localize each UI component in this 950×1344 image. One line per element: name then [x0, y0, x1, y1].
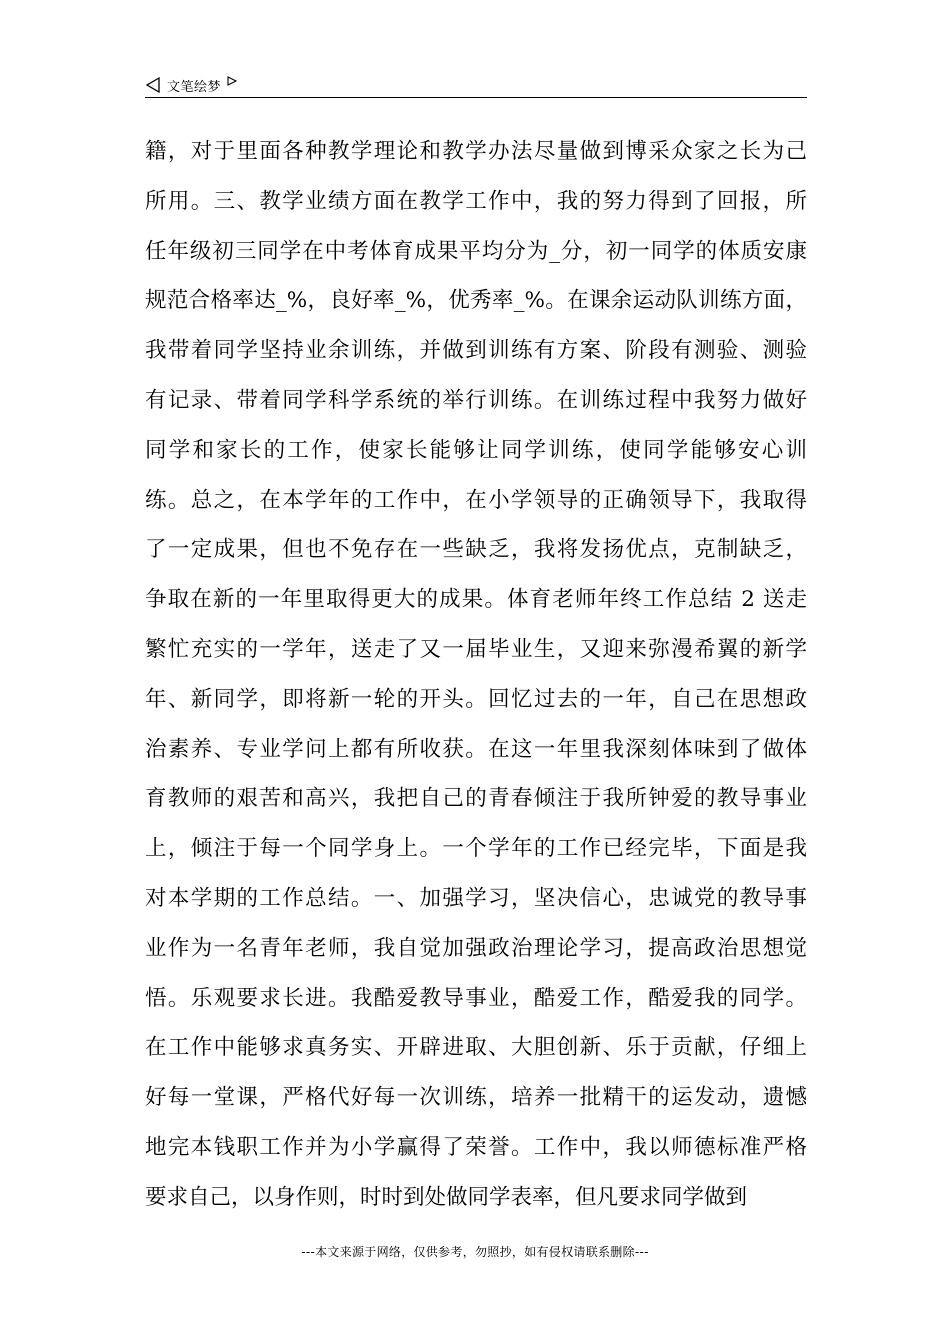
text-line: 同学和家长的工作，使家长能够让同学训练，使同学能够安心训 [145, 437, 807, 463]
text-line: 对本学期的工作总结。一、加强学习，坚决信心，忠诚党的教导事 [145, 885, 807, 911]
text-line: 地完本钱职工作并为小学赢得了荣誉。工作中，我以师德标准严格 [145, 1134, 807, 1160]
text-line: 争取在新的一年里取得更大的成果。体育老师年终工作总结 2 送走 [145, 587, 807, 613]
text-line: 治素养、专业学问上都有所收获。在这一年里我深刻体味到了做体 [145, 736, 807, 762]
text-line: 练。总之，在本学年的工作中，在小学领导的正确领导下，我取得 [145, 487, 807, 513]
text-line: 繁忙充实的一学年，送走了又一届毕业生，又迎来弥漫希翼的新学 [145, 636, 807, 662]
text-line: 了一定成果，但也不免存在一些缺乏，我将发扬优点，克制缺乏， [145, 537, 807, 563]
text-line: 规范合格率达_%，良好率_%，优秀率_%。在课余运动队训练方面， [145, 288, 807, 314]
text-line: 任年级初三同学在中考体育成果平均分为_分，初一同学的体质安康 [145, 238, 807, 264]
text-line: 业作为一名青年老师，我自觉加强政治理论学习，提高政治思想觉 [145, 935, 807, 961]
page-header [145, 72, 807, 98]
text-line: 有记录、带着同学科学系统的举行训练。在训练过程中我努力做好 [145, 387, 807, 413]
header-brand: 文笔绘梦 [167, 79, 222, 95]
text-line: 在工作中能够求真务实、开辟进取、大胆创新、乐于贡献，仔细上 [145, 1035, 807, 1061]
text-line: 我带着同学坚持业余训练，并做到训练有方案、阶段有测验、测验 [145, 338, 807, 364]
text-line: 所用。三、教学业绩方面在教学工作中，我的努力得到了回报，所 [145, 188, 807, 214]
text-line: 悟。乐观要求长进。我酷爱教导事业，酷爱工作，酷爱我的同学。 [145, 985, 807, 1011]
text-line: 要求自己，以身作则，时时到处做同学表率，但凡要求同学做到 [145, 1184, 748, 1210]
text-line: 上，倾注于每一个同学身上。一个学年的工作已经完毕，下面是我 [145, 836, 807, 862]
header-divider [145, 97, 807, 98]
text-line: 育教师的艰苦和高兴，我把自己的青春倾注于我所钟爱的教导事业 [145, 786, 807, 812]
document-body [145, 132, 807, 1228]
text-line: 好每一堂课，严格代好每一次训练，培养一批精干的运发动，遗憾 [145, 1085, 807, 1111]
text-line: 籍，对于里面各种教学理论和教学办法尽量做到博采众家之长为己 [145, 139, 807, 164]
footer-notice: ---本文来源于网络，仅供参考，勿照抄，如有侵权请联系删除--- [301, 1245, 649, 1259]
triangle-left-icon [145, 77, 161, 93]
text-line: 年、新同学，即将新一轮的开头。回忆过去的一年，自己在思想政 [145, 686, 807, 712]
triangle-right-icon [227, 76, 237, 86]
